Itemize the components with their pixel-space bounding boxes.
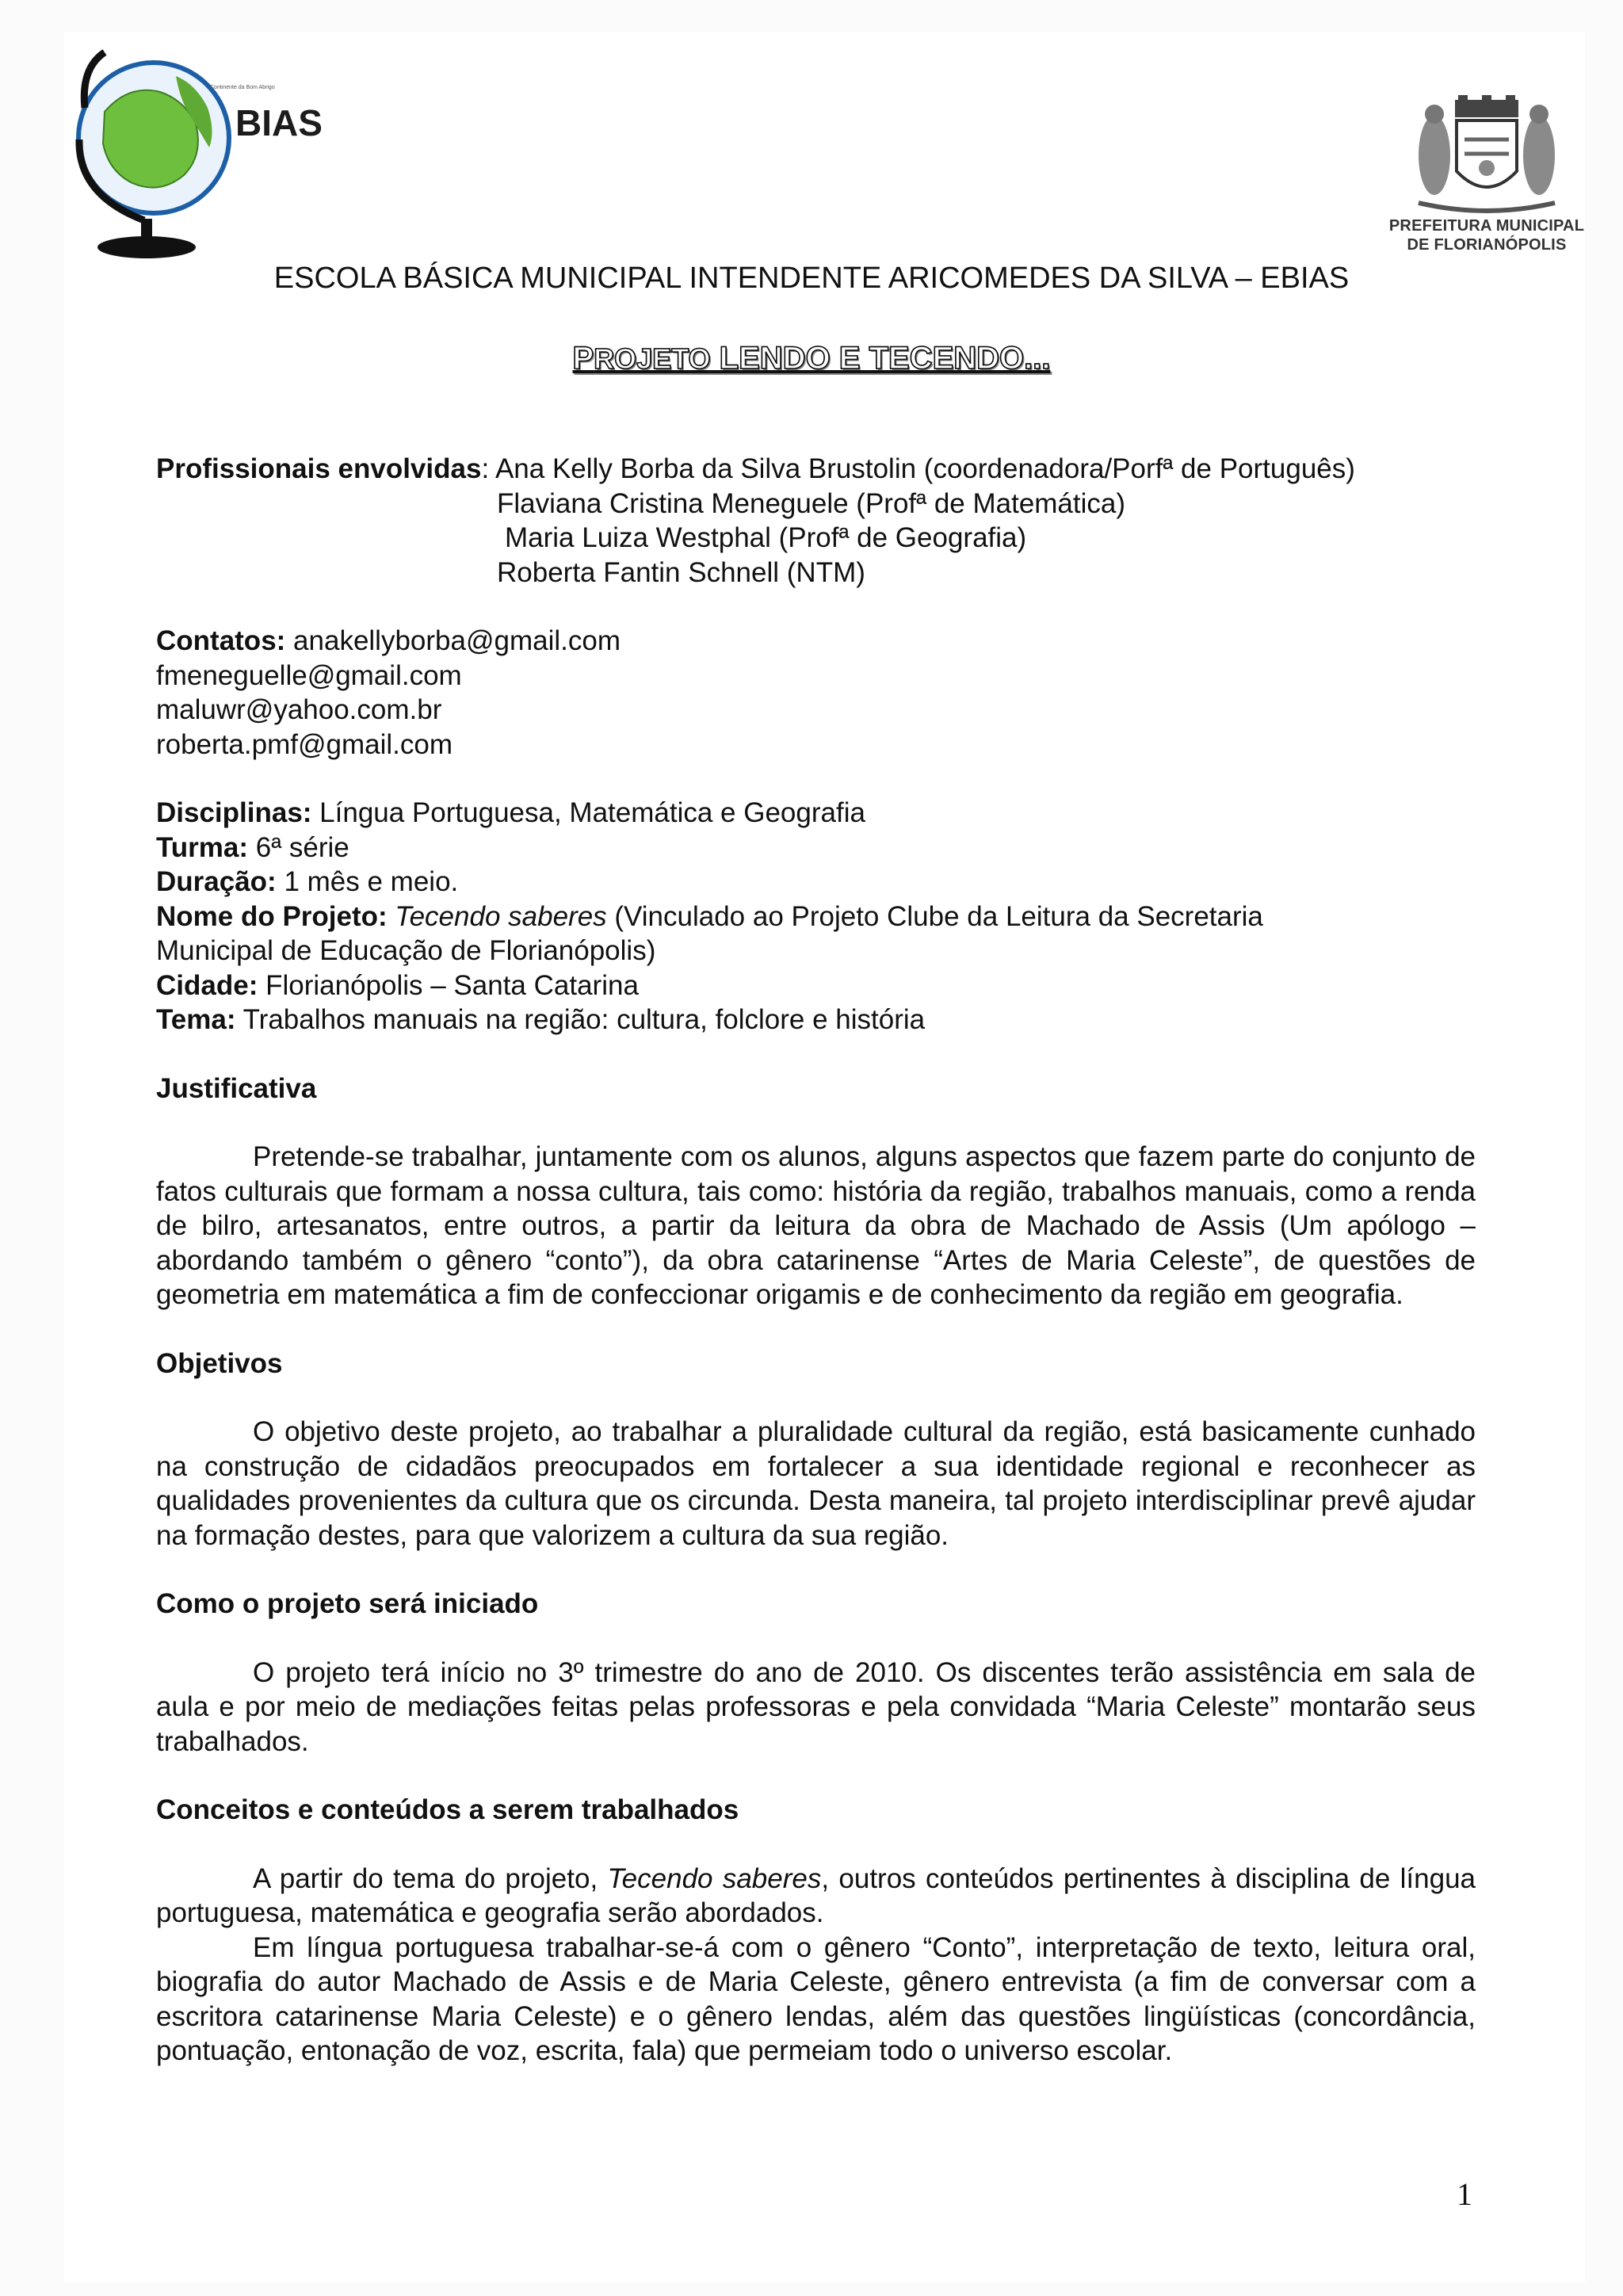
disciplinas-row xyxy=(156,796,1476,831)
ebias-globe-logo xyxy=(57,36,323,266)
nome-projeto-row xyxy=(156,900,1476,934)
professional-1: : Ana Kelly Borba da Silva Brustolin (coordenadora/Porfª de Português) xyxy=(481,453,1355,484)
conceitos-paragraph-2 xyxy=(156,1931,1476,2069)
professional-3: Maria Luiza Westphal (Profª de Geografia) xyxy=(505,522,1027,553)
conceitos-p1-before: A partir do tema do projeto, xyxy=(253,1862,608,1894)
prefeitura-logo xyxy=(1379,92,1594,258)
coat-of-arms-icon xyxy=(1379,92,1594,219)
conceitos-p2-text: Em língua portuguesa trabalhar-se-á com o gênero “Conto”, interpretação de texto, leitura oral, biografia do autor Machado de Assis e de Maria Celeste, gênero entrevista (a fim de conversar com a escritora catarinense Maria Celeste) e o gênero lendas, além das questões lingüísticas (concordância, pontuação, entonação de voz, escrita, fala) que permeiam todo o universo escolar. xyxy=(156,1931,1476,2066)
disciplinas-label: Disciplinas: xyxy=(156,797,312,828)
prefeitura-name-line1: PREFEITURA MUNICIPAL xyxy=(1388,217,1585,235)
school-name: ESCOLA BÁSICA MUNICIPAL INTENDENTE ARICOMEDES DA SILVA – EBIAS xyxy=(273,262,1350,295)
nome-projeto-title: Tecendo saberes xyxy=(395,900,607,932)
turma-label: Turma: xyxy=(156,831,249,863)
conceitos-heading: Conceitos e conteúdos a serem trabalhados xyxy=(156,1794,739,1825)
contacts-line-1 xyxy=(156,624,1476,659)
logo-wordmark: BIAS xyxy=(235,102,323,143)
cidade-row xyxy=(156,968,1476,1003)
objetivos-paragraph xyxy=(156,1415,1476,1553)
title-smallcaps: ROJETO xyxy=(594,342,711,375)
inicio-text: O projeto terá início no 3º trimestre do ano de 2010. Os discentes terão assistência em sala de aula e por meio de mediações feitas pelas professoras e pela convidada “Maria Celeste” montarão seus trabalhados. xyxy=(156,1656,1476,1757)
tema-value: Trabalhos manuais na região: cultura, folclore e história xyxy=(235,1004,926,1035)
cidade-label: Cidade: xyxy=(156,969,258,1001)
title-cap: P xyxy=(572,341,594,376)
justificativa-heading: Justificativa xyxy=(156,1072,317,1104)
duracao-row xyxy=(156,865,1476,900)
inicio-heading: Como o projeto será iniciado xyxy=(156,1588,539,1619)
cidade-value: Florianópolis – Santa Catarina xyxy=(258,969,639,1001)
inicio-paragraph xyxy=(156,1656,1476,1759)
turma-row xyxy=(156,831,1476,865)
turma-value: 6ª série xyxy=(248,831,349,863)
prefeitura-name-line2: DE FLORIANÓPOLIS xyxy=(1407,236,1567,254)
nome-projeto-line-2: Municipal de Educação de Florianópolis) xyxy=(156,935,656,966)
tema-label: Tema: xyxy=(156,1004,236,1035)
nome-projeto-desc: (Vinculado ao Projeto Clube da Leitura da Secretaria xyxy=(606,900,1263,932)
disciplinas-value: Língua Portuguesa, Matemática e Geografia xyxy=(311,797,865,828)
professional-2: Flaviana Cristina Meneguele (Profª de Matemática) xyxy=(497,487,1126,519)
duracao-value: 1 mês e meio. xyxy=(276,866,459,897)
conceitos-p1-title: Tecendo saberes xyxy=(607,1862,822,1894)
project-title xyxy=(0,341,1623,376)
professionals-line-1 xyxy=(156,452,1476,487)
page-number: 1 xyxy=(1457,2176,1472,2212)
logo-small-caption: Continente da Bom Abrigo xyxy=(210,85,275,90)
objetivos-heading: Objetivos xyxy=(156,1347,283,1379)
conceitos-p1-after: , outros conteúdos pertinentes à disciplina de língua portuguesa, matemática e geografia serão abordados. xyxy=(156,1862,1476,1928)
objetivos-text: O objetivo deste projeto, ao trabalhar a pluralidade cultural da região, está basicamente cunhado na construção de cidadãos preocupados em fortalecer a sua identidade regional e reconhecer as qualidades provenientes da cultura que os circunda. Desta maneira, tal projeto interdisciplinar prevê ajudar na formação destes, para que valorizem a cultura da sua região. xyxy=(156,1416,1476,1551)
justificativa-paragraph xyxy=(156,1140,1476,1312)
nome-projeto-label: Nome do Projeto: xyxy=(156,900,388,932)
contact-email-3: maluwr@yahoo.com.br xyxy=(156,694,442,725)
professionals-label: Profissionais envolvidas xyxy=(156,453,482,484)
contact-email-1: anakellyborba@gmail.com xyxy=(293,625,621,656)
professional-4: Roberta Fantin Schnell (NTM) xyxy=(497,556,865,588)
contact-email-2: fmeneguelle@gmail.com xyxy=(156,659,462,691)
conceitos-paragraph-1 xyxy=(156,1862,1476,1931)
title-main: LENDO E TECENDO... xyxy=(710,341,1051,376)
contact-email-4: roberta.pmf@gmail.com xyxy=(156,728,453,760)
tema-row xyxy=(156,1003,1476,1037)
duracao-label: Duração: xyxy=(156,866,277,897)
justificativa-text: Pretende-se trabalhar, juntamente com os alunos, alguns aspectos que fazem parte do conjunto de fatos culturais que formam a nossa cultura, tais como: história da região, trabalhos manuais, como a renda de bilro, artesanatos, entre outros, a partir da leitura da obra de Machado de Assis (Um apólogo – abordando também o gênero “conto”), da obra catarinense “Artes de Maria Celeste”, de questões de geometria em matemática a fim de confeccionar origamis e de conhecimento da região em geografia. xyxy=(156,1141,1476,1310)
document-body xyxy=(156,452,1476,2069)
contacts-label: Contatos: xyxy=(156,625,286,656)
